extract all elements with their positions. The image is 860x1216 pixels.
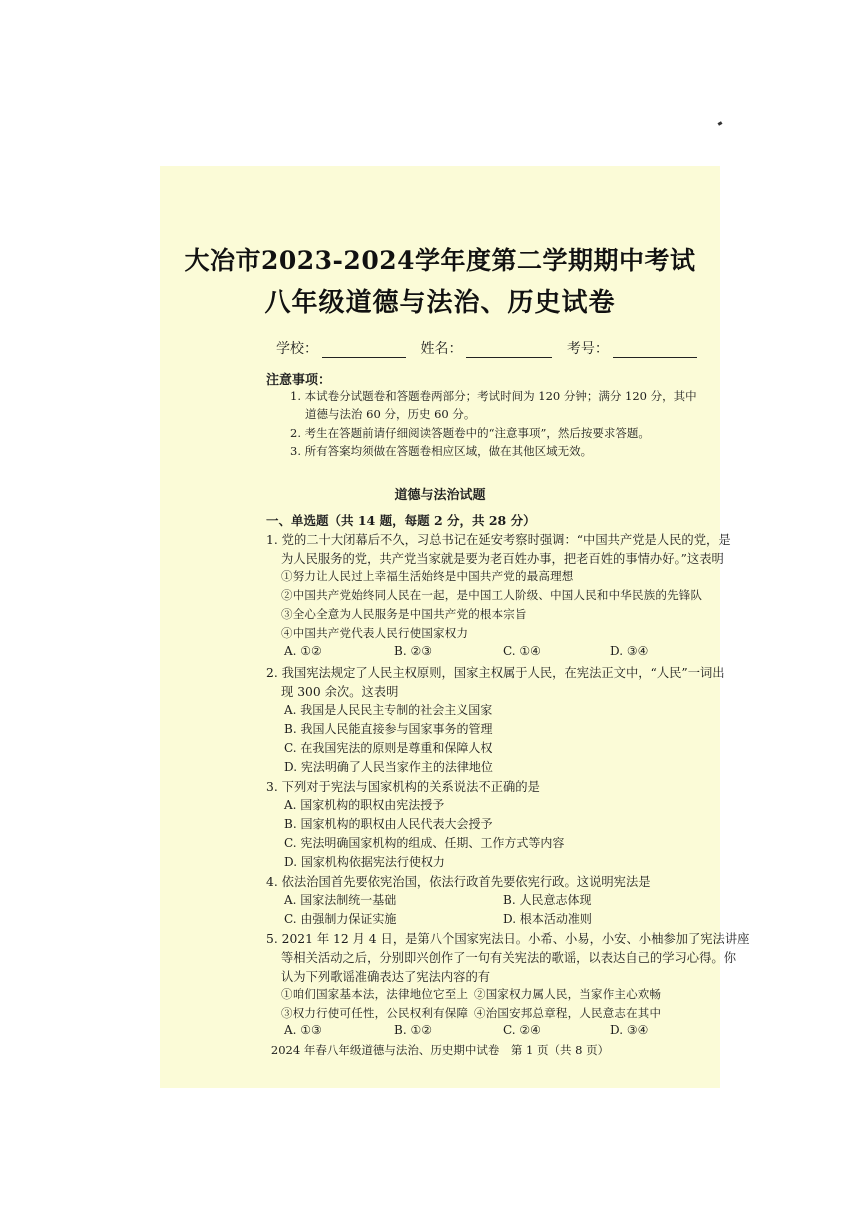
q1-option-c: C. ①④ — [503, 644, 541, 658]
q1-stem-line2: 为人民服务的党，共产党当家就是要为老百姓办事，把老百姓的事情办好。”这表明 — [281, 552, 724, 566]
note-item-1-cont: 道德与法治 60 分，历史 60 分。 — [305, 407, 476, 421]
q5-option-a: A. ①③ — [284, 1023, 322, 1037]
q1-stem-line1: 1. 党的二十大闭幕后不久，习总书记在延安考察时强调：“中国共产党是人民的党，是 — [266, 533, 731, 547]
q2-stem-line1: 2. 我国宪法规定了人民主权原则，国家主权属于人民，在宪法正文中，“人民”一词出 — [266, 666, 725, 680]
school-label: 学校： — [276, 341, 318, 357]
q3-option-d: D. 国家机构依据宪法行使权力 — [284, 855, 445, 869]
q2-option-a: A. 我国是人民民主专制的社会主义国家 — [284, 703, 493, 717]
q3-stem: 3. 下列对于宪法与国家机构的关系说法不正确的是 — [266, 780, 540, 794]
q3-option-a: A. 国家机构的职权由宪法授予 — [284, 798, 445, 812]
q1-statement-1: ①努力让人民过上幸福生活始终是中国共产党的最高理想 — [281, 569, 574, 583]
q2-option-b: B. 我国人民能直接参与国家事务的管理 — [284, 722, 493, 736]
q4-option-a: A. 国家法制统一基础 — [284, 893, 397, 907]
q5-statement-2: ②国家权力属人民，当家作主心欢畅 — [474, 987, 662, 1001]
q5-statement-4: ④治国安邦总章程，人民意志在其中 — [474, 1006, 662, 1020]
q3-option-b: B. 国家机构的职权由人民代表大会授予 — [284, 817, 493, 831]
q5-stem-line2: 等相关活动之后，分别即兴创作了一句有关宪法的歌谣，以表达自己的学习心得。你 — [281, 951, 736, 965]
exam-title-line1: 大冶市2023-2024学年度第二学期期中考试 — [184, 246, 696, 275]
q4-option-d: D. 根本活动准则 — [503, 912, 592, 926]
q1-option-a: A. ①② — [284, 644, 322, 658]
q1-statement-3: ③全心全意为人民服务是中国共产党的根本宗旨 — [281, 607, 527, 621]
q5-stem-line3: 认为下列歌谣准确表达了宪法内容的有 — [281, 970, 491, 984]
scan-speck — [718, 121, 723, 126]
q5-statement-1: ①咱们国家基本法，法律地位它至上 — [281, 987, 469, 1001]
q4-option-b: B. 人民意志体现 — [503, 893, 592, 907]
exam-page — [160, 166, 750, 1088]
note-item-1: 1. 本试卷分试题卷和答题卷两部分；考试时间为 120 分钟；满分 120 分，其中 — [290, 389, 697, 403]
notes-heading: 注意事项： — [266, 373, 332, 388]
q5-option-b: B. ①② — [394, 1023, 432, 1037]
exam-title-line2: 八年级道德与法治、历史试卷 — [264, 288, 616, 318]
note-item-2: 2. 考生在答题前请仔细阅读答题卷中的“注意事项”，然后按要求答题。 — [290, 426, 650, 440]
q3-option-c: C. 宪法明确国家机构的组成、任期、工作方式等内容 — [284, 836, 565, 850]
section-title: 道德与法治试题 — [394, 488, 486, 503]
q5-option-d: D. ③④ — [610, 1023, 649, 1037]
q4-option-c: C. 由强制力保证实施 — [284, 912, 397, 926]
q4-stem: 4. 依法治国首先要依宪治国，依法行政首先要依宪行政。这说明宪法是 — [266, 875, 651, 889]
exam-number-label: 考号： — [566, 341, 609, 357]
q5-option-c: C. ②④ — [503, 1023, 541, 1037]
q5-stem-line1: 5. 2021 年 12 月 4 日，是第八个国家宪法日。小希、小易，小安、小柚参加了宪法讲座 — [266, 932, 750, 946]
student-info-row — [276, 338, 707, 358]
q1-option-b: B. ②③ — [394, 644, 432, 658]
q2-option-c: C. 在我国宪法的原则是尊重和保障人权 — [284, 741, 493, 755]
note-item-3: 3. 所有答案均须做在答题卷相应区域，做在其他区域无效。 — [290, 444, 593, 458]
q1-option-d: D. ③④ — [610, 644, 649, 658]
q2-option-d: D. 宪法明确了人民当家作主的法律地位 — [284, 760, 493, 774]
part-heading: 一、单选题（共 14 题，每题 2 分，共 28 分） — [266, 513, 536, 528]
q1-statement-2: ②中国共产党始终同人民在一起，是中国工人阶级、中国人民和中华民族的先锋队 — [281, 588, 703, 602]
name-blank — [466, 343, 552, 358]
q5-statement-3: ③权力行使可任性，公民权利有保障 — [281, 1006, 469, 1020]
school-blank — [322, 343, 406, 358]
page-footer: 2024 年春八年级道德与法治、历史期中试卷 第 1 页（共 8 页） — [270, 1043, 610, 1057]
q1-statement-4: ④中国共产党代表人民行使国家权力 — [281, 626, 469, 640]
name-label: 姓名： — [420, 341, 463, 357]
q2-stem-line2: 现 300 余次。这表明 — [281, 685, 399, 699]
exam-number-blank — [613, 343, 697, 358]
